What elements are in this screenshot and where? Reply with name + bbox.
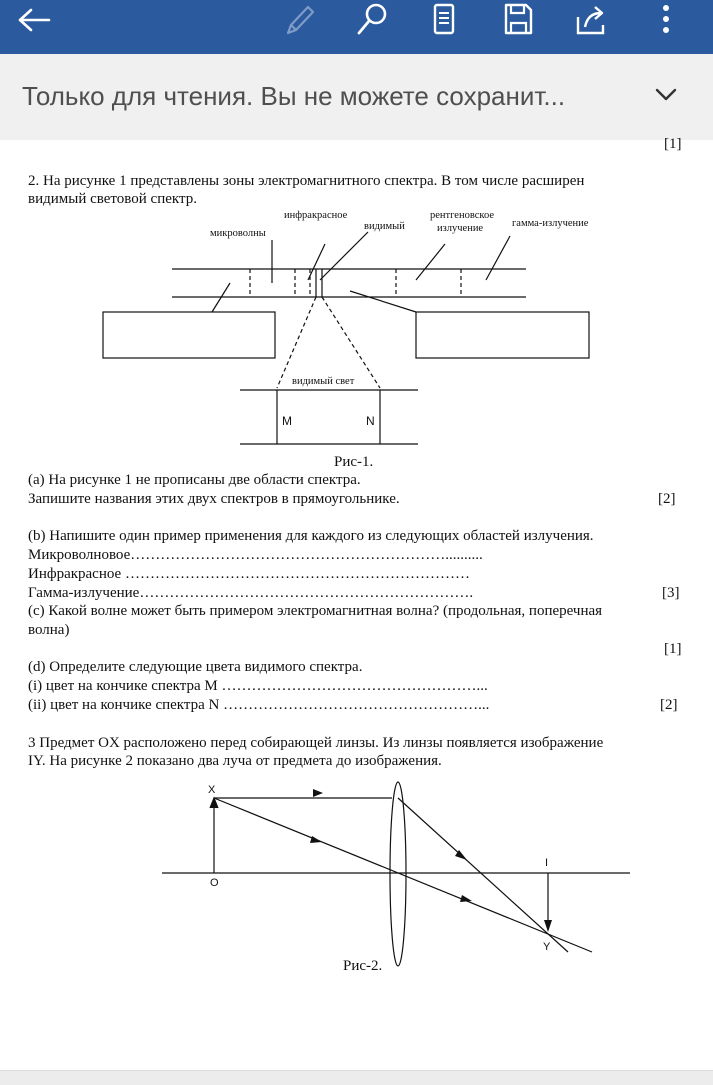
fig1-label-visible: видимый — [364, 221, 405, 232]
figure-1-spectrum-diagram — [0, 140, 713, 460]
qc-line1: (c) Какой волне может быть примером электромагнитная волна? (продольная, поперечная — [28, 603, 603, 619]
app-toolbar — [0, 0, 713, 54]
read-only-notice — [0, 54, 713, 140]
qc-line2: волна) — [28, 622, 70, 638]
save-icon[interactable] — [498, 0, 538, 40]
fig1-label-gamma: гамма-излучение — [512, 218, 589, 229]
figure-2-caption: Рис-2. — [343, 958, 383, 974]
fig1-label-xray-2: излучение — [437, 223, 484, 234]
qc-mark: [1] — [664, 641, 682, 657]
qd-line1: (d) Определите следующие цвета видимого спектра. — [28, 659, 363, 675]
fig1-label-microwave: микроволны — [210, 228, 266, 239]
qb-line4: Гамма-излучение…………………………………………………………. — [28, 585, 474, 601]
qd-line3: (ii) цвет на кончике спектра N ……………………………………………... — [28, 697, 490, 713]
fig1-label-m: M — [282, 414, 292, 428]
q2-intro-line1: 2. На рисунке 1 представлены зоны электромагнитного спектра. В том числе расширен — [28, 173, 585, 189]
qd-line2: (i) цвет на кончике спектра M ……………………………………………... — [28, 678, 488, 694]
fig2-label-o: O — [210, 877, 219, 889]
figure-2-lens-diagram — [0, 780, 713, 980]
mark-top: [1] — [664, 136, 682, 152]
fig1-label-xray-1: рентгеновское — [430, 210, 494, 221]
read-only-notice-text: Только для чтения. Вы не можете сохранит... — [22, 81, 566, 111]
q2-intro-line2: видимый световой спектр. — [28, 191, 197, 207]
pencil-icon[interactable] — [280, 0, 320, 40]
fig1-label-infrared: инфракрасное — [284, 210, 348, 221]
document-icon[interactable] — [424, 0, 464, 40]
bottom-bar — [0, 1070, 713, 1085]
qa-mark: [2] — [658, 491, 676, 507]
fig2-label-y: Y — [543, 941, 551, 953]
fig1-label-visible-light: видимый свет — [292, 376, 355, 387]
qb-line2: Микроволновое……………………………………………………….......... — [28, 547, 483, 563]
document-page — [0, 136, 713, 1070]
q3-line2: IY. На рисунке 2 показано два луча от предмета до изображения. — [28, 753, 442, 769]
search-icon[interactable] — [352, 0, 392, 40]
qb-mark: [3] — [662, 585, 680, 601]
qa-line2: Запишите названия этих двух спектров в прямоугольнике. — [28, 491, 400, 507]
qb-line1: (b) Напишите один пример применения для каждого из следующих областей излучения. — [28, 528, 594, 544]
more-vertical-icon[interactable] — [650, 0, 682, 40]
share-icon[interactable] — [572, 0, 612, 40]
q3-line1: 3 Предмет OX расположено перед собирающей линзы. Из линзы появляется изображение — [28, 735, 604, 751]
figure-1-caption: Рис-1. — [334, 454, 374, 470]
fig1-label-n: N — [366, 414, 375, 428]
qa-line1: (a) На рисунке 1 не прописаны две области спектра. — [28, 472, 361, 488]
fig2-label-x: X — [208, 784, 216, 796]
chevron-down-icon[interactable] — [654, 86, 678, 109]
fig2-label-i: I — [545, 857, 549, 869]
back-arrow-icon[interactable] — [14, 0, 54, 40]
qb-line3: Инфракрасное …………………………………………………………… — [28, 566, 470, 582]
qd-mark: [2] — [660, 697, 678, 713]
